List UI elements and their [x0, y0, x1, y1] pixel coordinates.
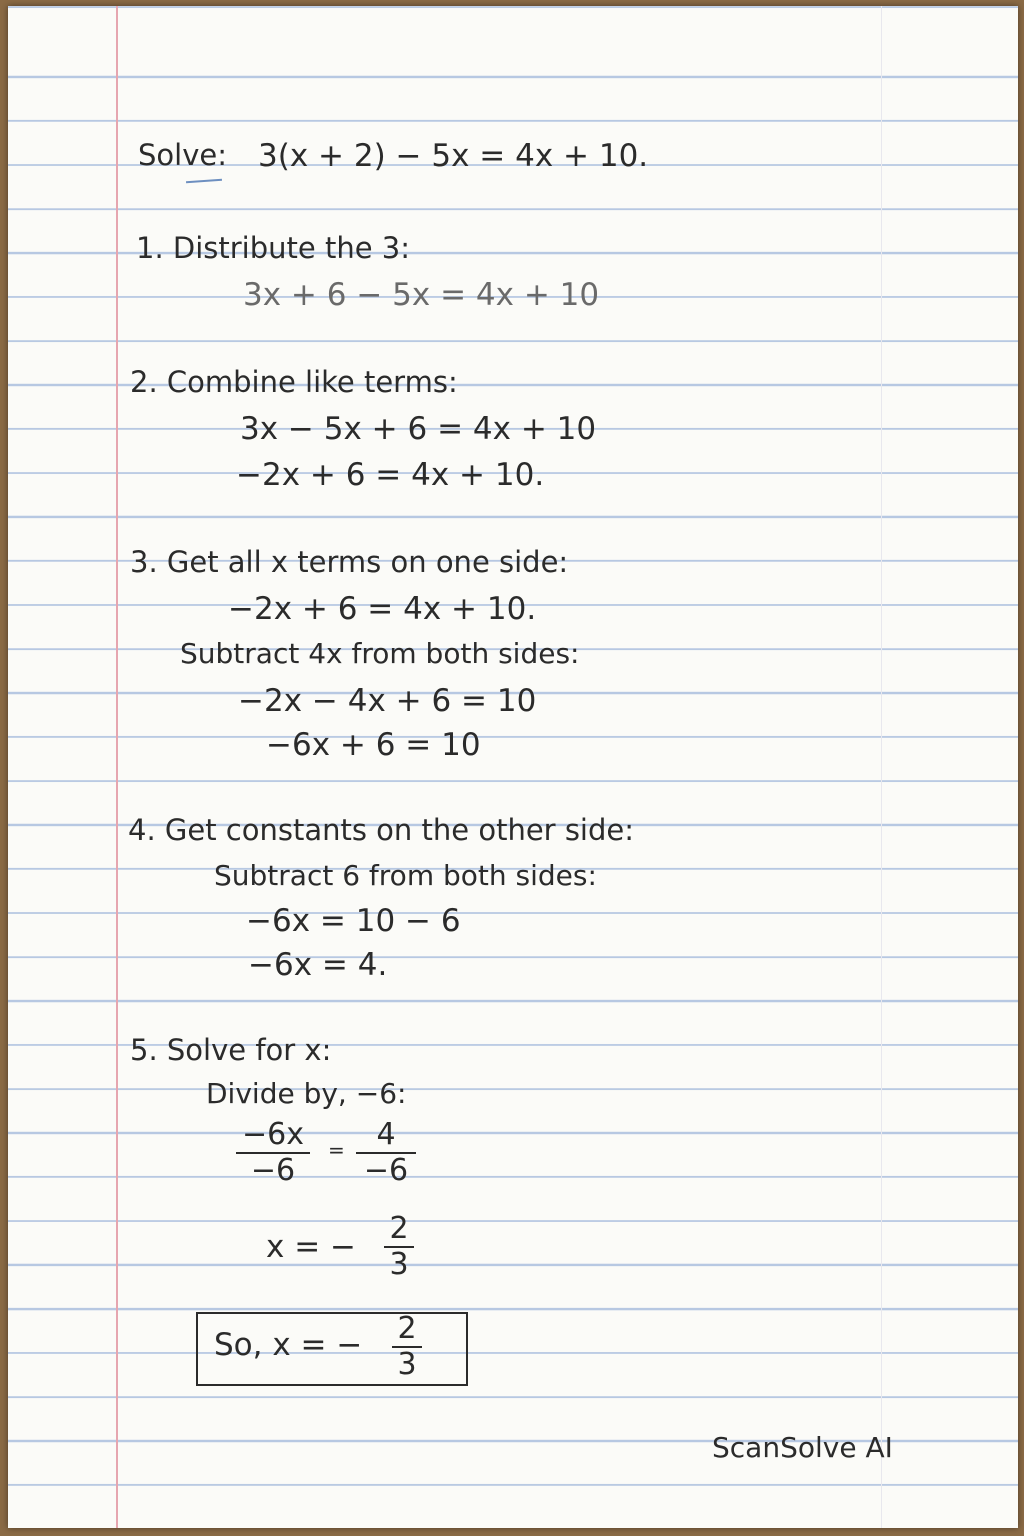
step2-line-1: 3x − 5x + 6 = 4x + 10 — [240, 411, 597, 447]
answer-prefix: So, x = − — [214, 1327, 363, 1363]
step3-heading: 3. Get all x terms on one side: — [130, 545, 569, 579]
step3-line-3: −2x − 4x + 6 = 10 — [238, 683, 537, 719]
solve-underline — [186, 179, 222, 184]
division-equals: = — [328, 1138, 345, 1162]
step4-line-3: −6x = 4. — [248, 947, 388, 983]
step5-instruction: Divide by, −6: — [206, 1077, 407, 1110]
step5-heading: 5. Solve for x: — [130, 1033, 332, 1067]
result-fraction — [384, 1211, 414, 1282]
answer-numerator: 2 — [397, 1311, 417, 1346]
step4-line-2: −6x = 10 − 6 — [246, 903, 461, 939]
step3-line-2: Subtract 4x from both sides: — [180, 637, 580, 670]
step2-line-2: −2x + 6 = 4x + 10. — [236, 457, 545, 493]
step3-line-4: −6x + 6 = 10 — [266, 727, 481, 763]
result-lhs: x = − — [266, 1229, 357, 1265]
watermark: ScanSolve AI — [712, 1431, 893, 1464]
step3-line-1: −2x + 6 = 4x + 10. — [228, 591, 537, 627]
division-left-fraction — [236, 1117, 310, 1188]
step1-heading: 1. Distribute the 3: — [136, 231, 410, 265]
problem-equation: 3(x + 2) − 5x = 4x + 10. — [258, 138, 649, 174]
division-right-fraction — [356, 1117, 416, 1188]
division-right-denominator: −6 — [363, 1153, 409, 1188]
division-left-denominator: −6 — [250, 1153, 296, 1188]
red-margin-line — [116, 6, 118, 1528]
division-right-numerator: 4 — [376, 1117, 396, 1152]
answer-fraction — [392, 1311, 422, 1382]
step4-heading: 4. Get constants on the other side: — [128, 813, 634, 847]
answer-denominator: 3 — [397, 1347, 417, 1382]
right-margin-line — [881, 6, 882, 1528]
division-left-numerator: −6x — [242, 1117, 304, 1152]
notebook-page — [8, 6, 1018, 1528]
result-denominator: 3 — [389, 1247, 409, 1282]
step4-line-1: Subtract 6 from both sides: — [214, 859, 597, 892]
step1-line-1: 3x + 6 − 5x = 4x + 10 — [243, 277, 600, 313]
result-numerator: 2 — [389, 1211, 409, 1246]
problem-label: Solve: — [138, 138, 227, 172]
step2-heading: 2. Combine like terms: — [130, 365, 458, 399]
